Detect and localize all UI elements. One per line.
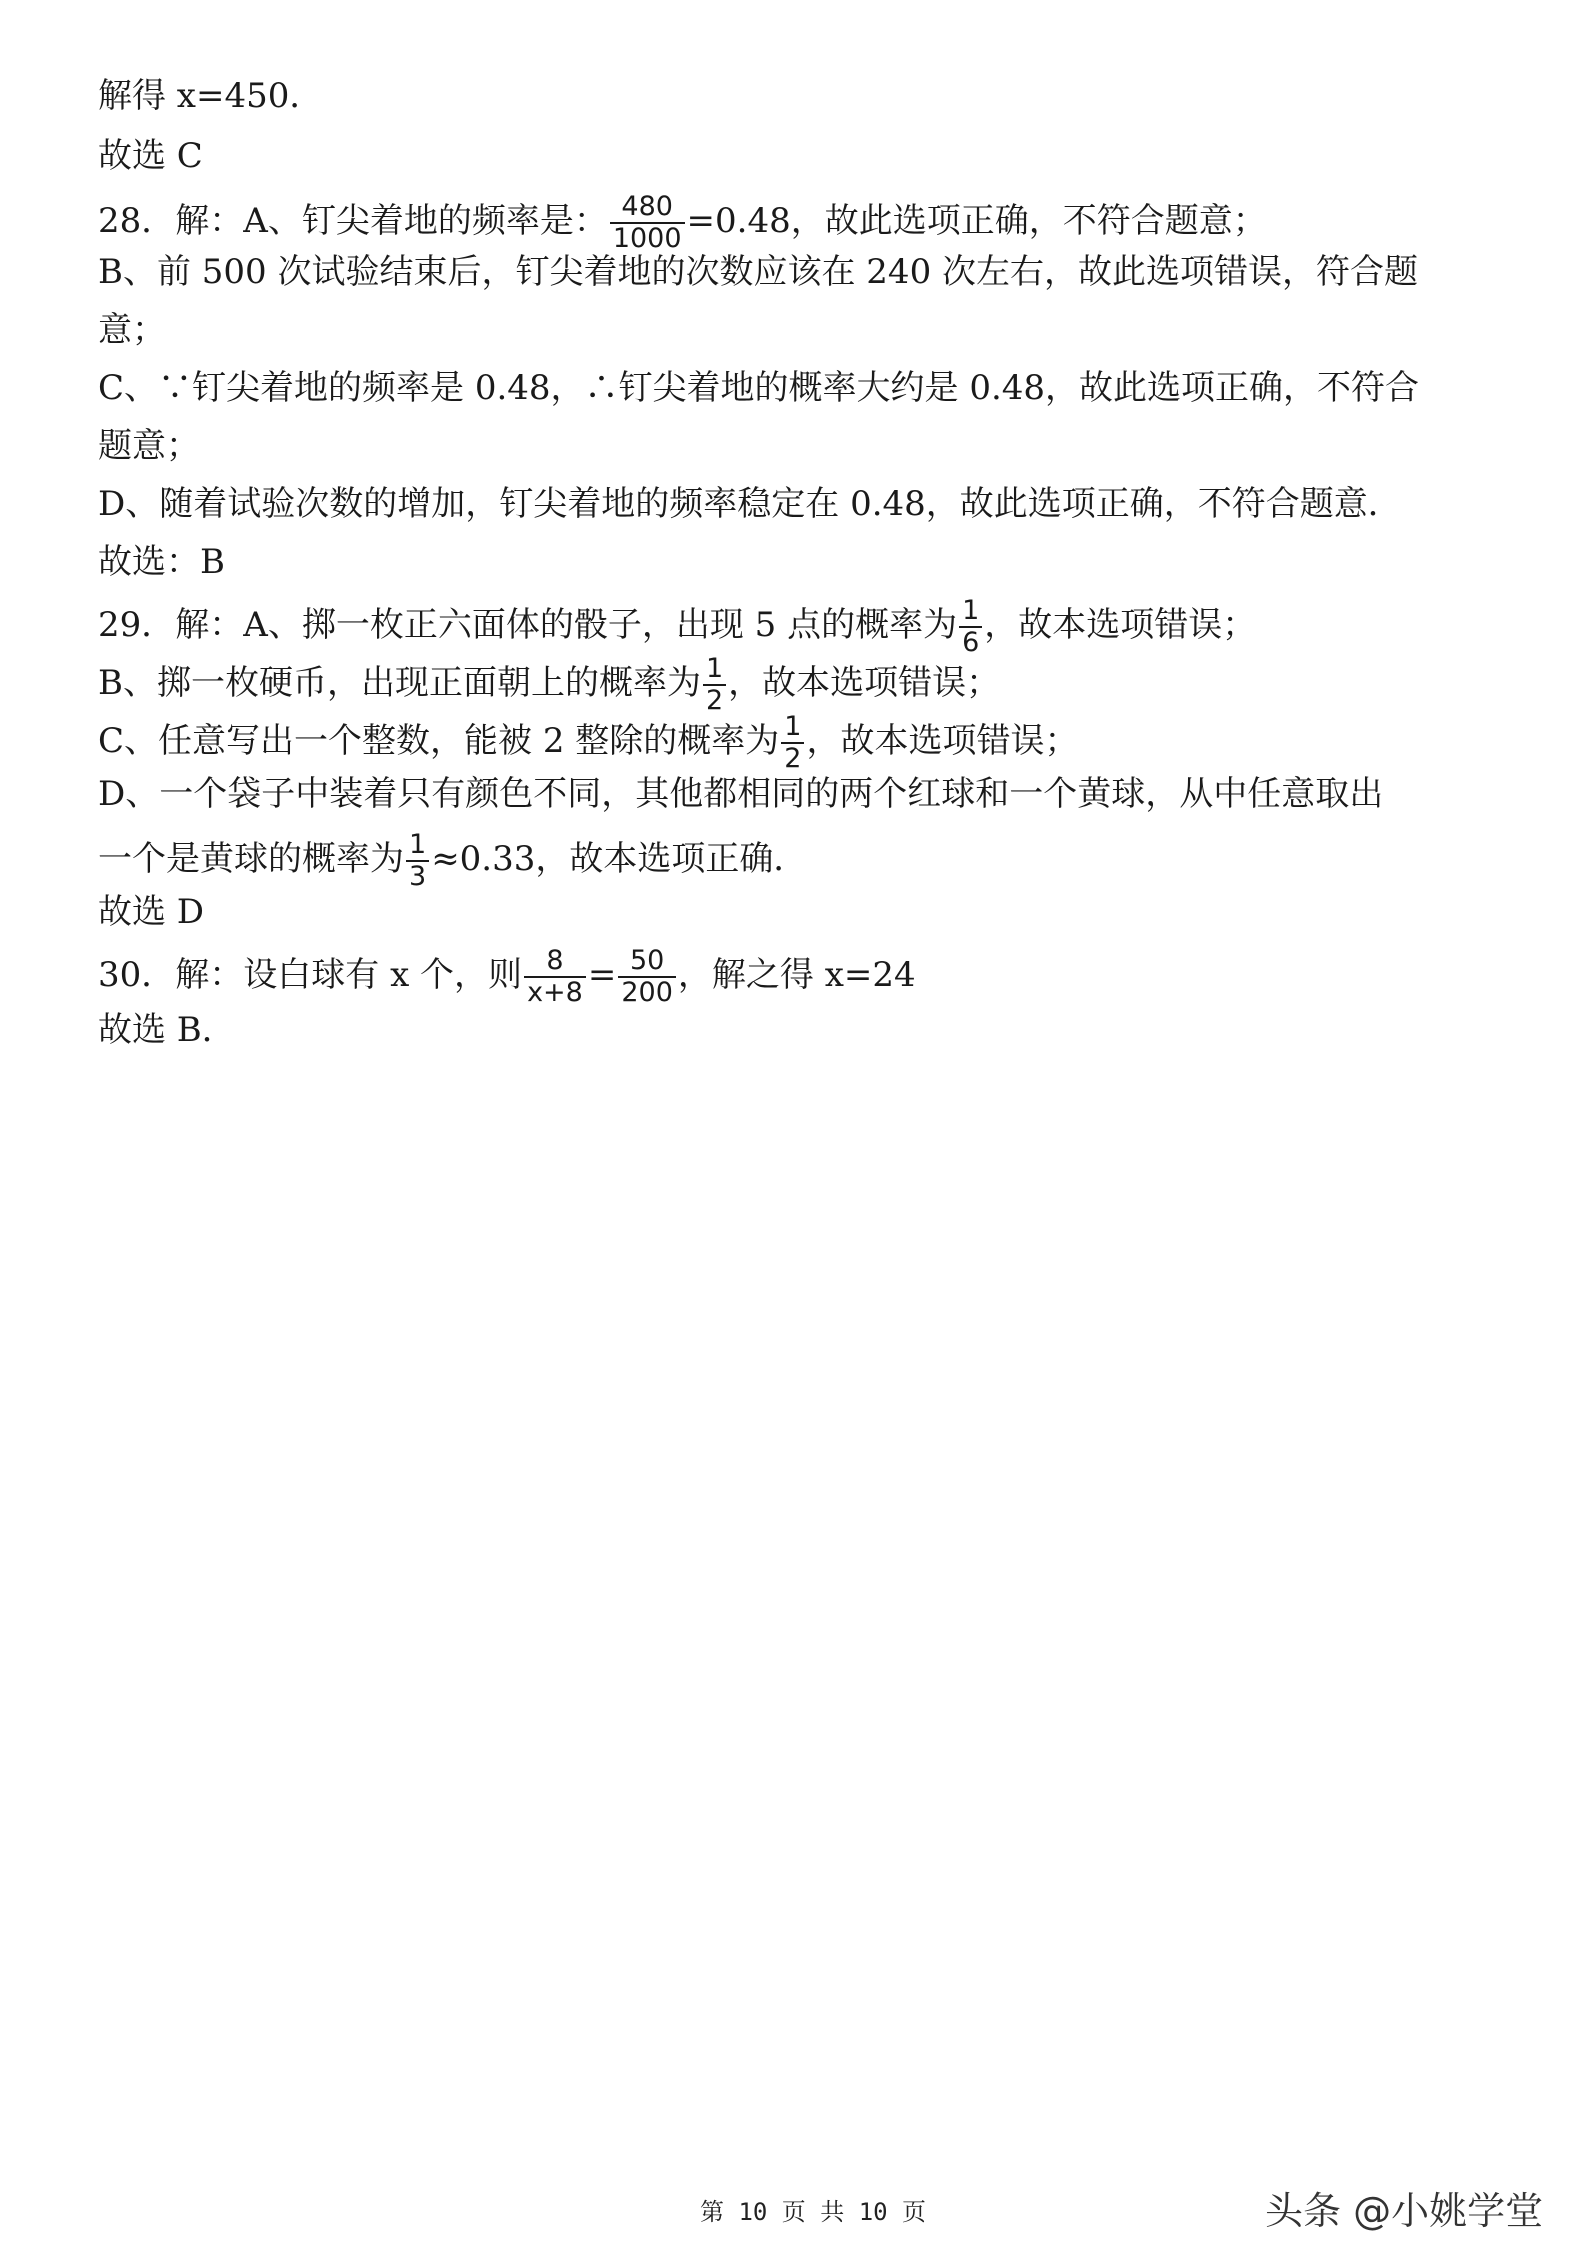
q29-answer: 故选 D: [98, 892, 205, 932]
q29-line-d1: D、一个袋子中装着只有颜色不同，其他都相同的两个红球和一个黄球，从中任意取出: [98, 774, 1384, 814]
q28-line-b2: 意；: [98, 310, 166, 350]
q30-line: 30．解：设白球有 x 个，则 $\frac{8}{x+8}$ = $\frac{50}{200}$ ，解之得 x=24: [98, 945, 916, 1008]
fraction: $\frac{1}{3}$: [406, 830, 429, 892]
q29-line-b: B、掷一枚硬币，出现正面朝上的概率为 $\frac{1}{2}$ ，故本选项错误；: [98, 653, 1001, 716]
fraction: $\frac{1}{2}$: [781, 712, 804, 774]
q28-line-c1: C、∵钉尖着地的频率是 0.48，∴钉尖着地的概率大约是 0.48，故此选项正确，不符合: [98, 368, 1420, 408]
watermark: 头条 @小姚学堂: [1265, 2189, 1544, 2233]
fraction: $\frac{1}{6}$: [959, 596, 982, 658]
fraction: $\frac{8}{x+8}$: [524, 946, 586, 1008]
text-line: 解得 x=450．: [98, 76, 324, 116]
q30-answer: 故选 B．: [98, 1010, 236, 1050]
fraction: $\frac{1}{2}$: [703, 654, 726, 716]
fraction: $\frac{50}{200}$: [618, 946, 676, 1008]
page-footer: 第 10 页 共 10 页: [700, 2198, 927, 2226]
q29-line-d2: 一个是黄球的概率为 $\frac{1}{3}$ ≈0.33，故本选项正确．: [98, 829, 808, 892]
q28-line-a: 28．解：A、钉尖着地的频率是： $\frac{480}{1000}$ =0.48，故此选项正确，不符合题意；: [98, 191, 1267, 254]
q28-answer: 故选：B: [98, 542, 225, 582]
q28-line-d: D、随着试验次数的增加，钉尖着地的频率稳定在 0.48，故此选项正确，不符合题意．: [98, 484, 1402, 524]
q29-line-c: C、任意写出一个整数，能被 2 整除的概率为 $\frac{1}{2}$ ，故本选项错误；: [98, 711, 1079, 774]
q29-line-a: 29．解：A、掷一枚正六面体的骰子，出现 5 点的概率为 $\frac{1}{6}$ ，故本选项错误；: [98, 595, 1257, 658]
q28-line-b1: B、前 500 次试验结束后，钉尖着地的次数应该在 240 次左右，故此选项错误，符合题: [98, 252, 1419, 292]
text-line: 故选 C: [98, 136, 203, 176]
fraction: $\frac{480}{1000}$: [610, 192, 685, 254]
q28-line-c2: 题意；: [98, 426, 200, 466]
